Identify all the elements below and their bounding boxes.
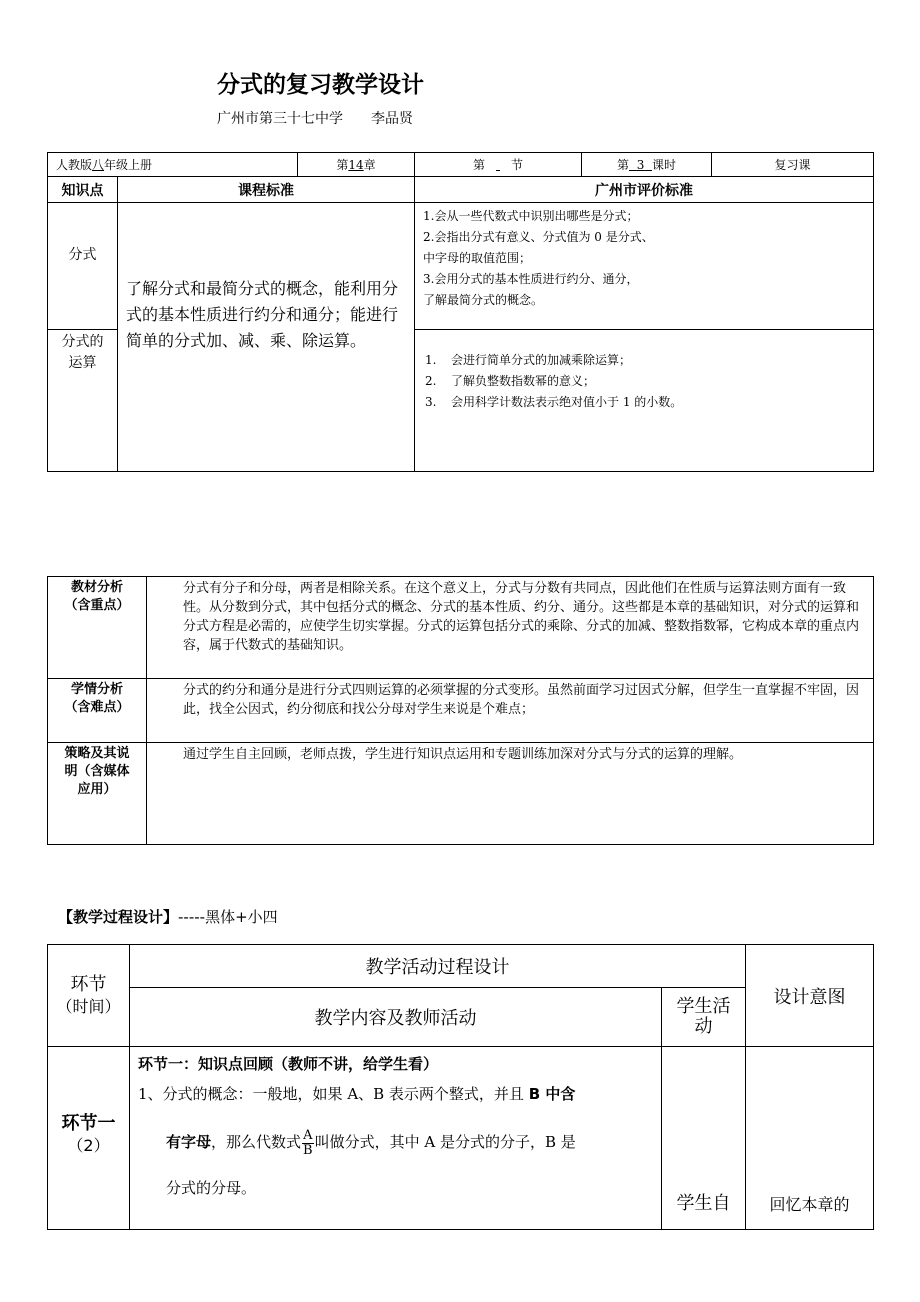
author-name: 李品贤 bbox=[371, 111, 413, 127]
lesson-number: 3 bbox=[636, 158, 645, 172]
analysis-table bbox=[47, 576, 874, 845]
knowledge-point-operations: 分式的 运算 bbox=[48, 330, 118, 472]
school-name: 广州市第三十七中学 bbox=[217, 111, 343, 127]
analysis-content: 分式有分子和分母，两者是相除关系。在这个意义上，分式与分数有共同点，因此他们在性质与运算法则方面有一致性。从分数到分式，其中包括分式的概念、分式的基本性质、约分、通分。这些都是本章的基础知识，对分式的运算和分式方程是必需的，应使学生切实掌握。分式的运算包括分式的乘除、分式的加减、整数指数幂，它构成本章的重点内容，属于代数式的基础知识。 bbox=[147, 577, 874, 679]
page-title: 分式的复习教学设计 bbox=[217, 72, 424, 98]
analysis-row bbox=[48, 577, 874, 679]
teaching-process-table bbox=[47, 944, 874, 1230]
intent-header: 设计意图 bbox=[746, 945, 874, 1047]
concept-line-2: 有字母，那么代数式 $\frac{A}{B}$ 叫做分式，其中 A 是分式的分子，B 是 bbox=[166, 1127, 576, 1158]
evaluation-standard-1: 1.会从一些代数式中识别出哪些是分式； 2.会指出分式有意义、分式值为 0 是分式、 中字母的取值范围； 3.会用分式的基本性质进行约分、通分， 了解最简分式的概念。 bbox=[415, 203, 874, 330]
analysis-label: 学情分析 （含难点） bbox=[48, 679, 147, 743]
lesson-cell: 第 3 课时 bbox=[582, 153, 712, 177]
process-heading: 【教学过程设计】-----黑体+小四 bbox=[58, 908, 278, 926]
analysis-label: 策略及其说 明（含媒体 应用） bbox=[48, 743, 147, 845]
evaluation-standard-2: 1. 会进行简单分式的加减乘除运算； 2. 了解负整数指数幂的意义； 3. 会用科学计数法表示绝对值小于 1 的小数。 bbox=[415, 330, 874, 472]
activity-header: 教学活动过程设计 bbox=[130, 945, 746, 988]
stage-cell: 环节一 （2） bbox=[48, 1047, 130, 1230]
concept-line-3: 分式的分母。 bbox=[166, 1179, 257, 1197]
header-evaluation: 广州市评价标准 bbox=[415, 177, 874, 203]
process-row bbox=[48, 1047, 874, 1230]
section-blank bbox=[485, 158, 511, 172]
chapter-number: 14 bbox=[348, 158, 364, 172]
teacher-activity-header: 教学内容及教师活动 bbox=[130, 988, 662, 1047]
course-standard: 了解分式和最简分式的概念，能利用分式的基本性质进行约分和通分；能进行简单的分式加、减、乘、除运算。 bbox=[118, 203, 415, 472]
analysis-content: 通过学生自主回顾，老师点拨，学生进行知识点运用和专题训练加深对分式与分式的运算的理解。 bbox=[147, 743, 874, 845]
process-header-row bbox=[48, 945, 874, 988]
edition-cell: 人教版八年级上册 bbox=[48, 153, 298, 177]
section-cell: 第 节 bbox=[415, 153, 582, 177]
author-line bbox=[217, 108, 413, 128]
header-knowledge: 知识点 bbox=[48, 177, 118, 203]
info-header-row bbox=[48, 177, 874, 203]
section-title: 环节一：知识点回顾（教师不讲，给学生看） bbox=[138, 1055, 439, 1073]
analysis-row bbox=[48, 679, 874, 743]
analysis-label: 教材分析 （含重点） bbox=[48, 577, 147, 679]
teacher-content-cell bbox=[130, 1047, 662, 1230]
student-activity-cell: 学生自 bbox=[662, 1047, 746, 1230]
stage-header: 环节 （时间） bbox=[48, 945, 130, 1047]
chapter-cell: 第14章 bbox=[298, 153, 415, 177]
grade-value: 八 bbox=[92, 158, 105, 172]
analysis-content: 分式的约分和通分是进行分式四则运算的必须掌握的分式变形。虽然前面学习过因式分解，但学生一直掌握不牢固，因此，找全公因式，约分彻底和找公分母对学生来说是个难点； bbox=[147, 679, 874, 743]
header-standard: 课程标准 bbox=[118, 177, 415, 203]
analysis-row bbox=[48, 743, 874, 845]
fraction-a-over-b: $\frac{A}{B}$ bbox=[303, 1127, 313, 1158]
design-intent-cell: 回忆本章的 bbox=[746, 1047, 874, 1230]
concept-line-1: 1、分式的概念：一般地，如果 A、B 表示两个整式，并且 B 中含 bbox=[138, 1085, 576, 1103]
knowledge-point-fraction: 分式 bbox=[48, 203, 118, 330]
student-activity-header: 学生活 动 bbox=[662, 988, 746, 1047]
lesson-type: 复习课 bbox=[712, 153, 874, 177]
knowledge-row-1 bbox=[48, 203, 874, 330]
course-info-table bbox=[47, 152, 874, 472]
info-row bbox=[48, 153, 874, 177]
